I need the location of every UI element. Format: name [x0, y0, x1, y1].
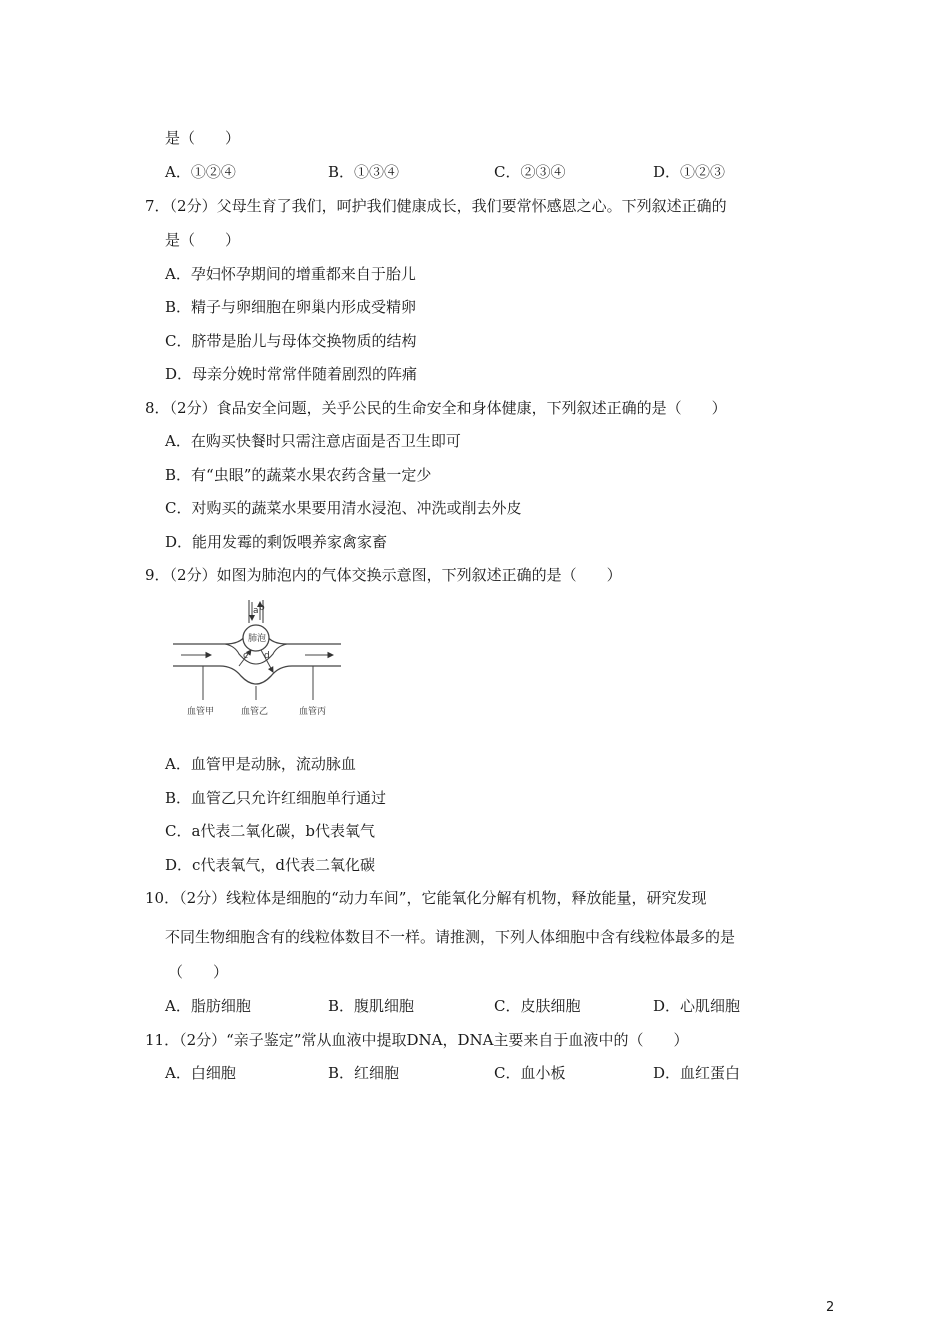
q8-option-a[interactable]: A．在购买快餐时只需注意店面是否卫生即可 — [165, 432, 461, 450]
q10-option-d[interactable]: D．心肌细胞 — [653, 997, 741, 1015]
vessel-jia-label: 血管甲 — [187, 707, 215, 717]
q6-option-c[interactable]: C．②③④ — [494, 163, 566, 181]
q7-stem-cont: 是（ ） — [165, 231, 241, 249]
q8-stem: 8．（2分）食品安全问题，关乎公民的生命安全和身体健康，下列叙述正确的是（ ） — [145, 399, 727, 417]
letter-d: d — [264, 651, 270, 661]
q9-option-c[interactable]: C．a代表二氧化碳，b代表氧气 — [165, 822, 376, 840]
q9-option-a[interactable]: A．血管甲是动脉，流动脉血 — [165, 755, 356, 773]
q7-option-b[interactable]: B．精子与卵细胞在卵巢内形成受精卵 — [165, 298, 417, 316]
alveolus-label: 肺泡 — [248, 634, 267, 644]
q11-option-a[interactable]: A．白细胞 — [165, 1064, 236, 1082]
q6-stem-tail: 是（ ） — [165, 129, 241, 147]
letter-b: b — [259, 603, 265, 613]
q6-option-d[interactable]: D．①②③ — [653, 163, 726, 181]
q10-stem-paren: （ ） — [168, 963, 229, 981]
letter-a: a — [253, 606, 259, 616]
q7-option-a[interactable]: A．孕妇怀孕期间的增重都来自于胎儿 — [165, 265, 416, 283]
letter-c: c — [243, 651, 248, 661]
vessel-yi-label: 血管乙 — [241, 707, 269, 717]
q7-option-d[interactable]: D．母亲分娩时常常伴随着剧烈的阵痛 — [165, 365, 418, 383]
q7-option-c[interactable]: C．脐带是胎儿与母体交换物质的结构 — [165, 332, 417, 350]
q9-option-b[interactable]: B．血管乙只允许红细胞单行通过 — [165, 789, 387, 807]
q8-option-c[interactable]: C．对购买的蔬菜水果要用清水浸泡、冲洗或削去外皮 — [165, 499, 522, 517]
q11-option-c[interactable]: C．血小板 — [494, 1064, 566, 1082]
q9-stem: 9．（2分）如图为肺泡内的气体交换示意图，下列叙述正确的是（ ） — [145, 566, 622, 584]
q6-option-b[interactable]: B．①③④ — [328, 163, 400, 181]
q7-stem: 7．（2分）父母生育了我们，呵护我们健康成长，我们要常怀感恩之心。下列叙述正确的 — [145, 197, 727, 215]
page-number: 2 — [826, 1300, 835, 1315]
vessel-bing-label: 血管丙 — [299, 707, 327, 717]
q10-stem: 10．（2分）线粒体是细胞的“动力车间”，它能氧化分解有机物，释放能量，研究发现 — [145, 889, 707, 907]
q11-option-d[interactable]: D．血红蛋白 — [653, 1064, 741, 1082]
q8-option-d[interactable]: D．能用发霉的剩饭喂养家禽家畜 — [165, 533, 388, 551]
q8-option-b[interactable]: B．有“虫眼”的蔬菜水果农药含量一定少 — [165, 466, 432, 484]
q11-stem: 11．（2分）“亲子鉴定”常从血液中提取DNA，DNA主要来自于血液中的（ ） — [145, 1031, 689, 1049]
q9-option-d[interactable]: D．c代表氧气，d代表二氧化碳 — [165, 856, 376, 874]
q10-option-c[interactable]: C．皮肤细胞 — [494, 997, 581, 1015]
q10-stem-cont: 不同生物细胞含有的线粒体数目不一样。请推测，下列人体细胞中含有线粒体最多的是 — [165, 928, 736, 946]
q6-option-a[interactable]: A．①②④ — [165, 163, 236, 181]
q10-option-a[interactable]: A．脂肪细胞 — [165, 997, 251, 1015]
alveolus-gas-exchange-diagram — [165, 596, 355, 726]
q10-option-b[interactable]: B．腹肌细胞 — [328, 997, 415, 1015]
q11-option-b[interactable]: B．红细胞 — [328, 1064, 400, 1082]
